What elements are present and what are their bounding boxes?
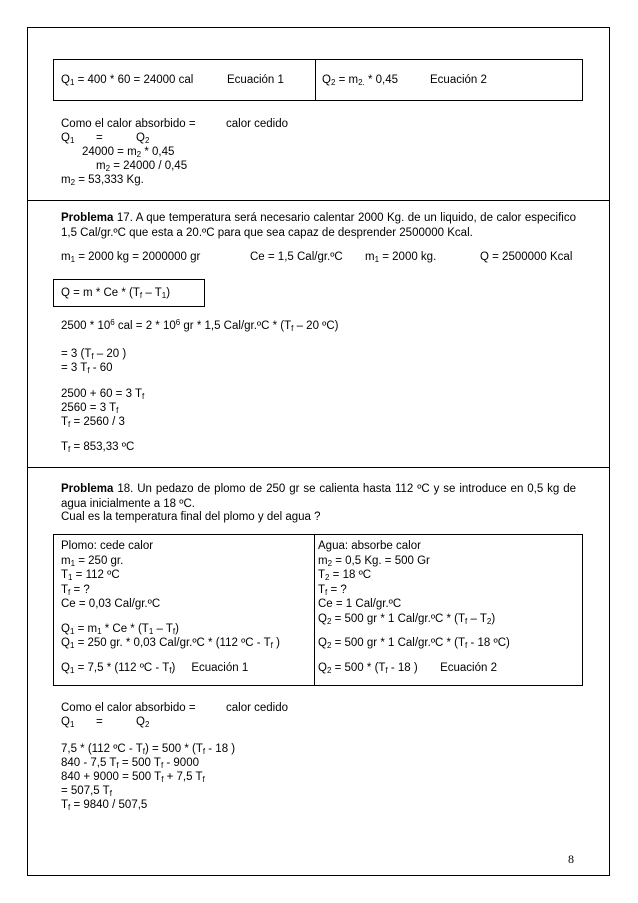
problem17-formula: $Q = m * Ce * (T_f - T_1)$ [61, 287, 171, 300]
divider-1 [27, 200, 610, 201]
problem17-line5: 2560 = 3 $T_f$ [61, 402, 119, 415]
problem17-q: Q = 2500000 Kcal [480, 251, 573, 263]
left-l8: $Q_1 = 7,5 * (112$ ºC - $T_f$) Ecuación 1 [61, 661, 249, 675]
solve-line4: 840 - 7,5 $T_f = 500$ $T_f - 9000$ [61, 757, 199, 770]
left-l3: $T_1 = 112$ ºC [61, 569, 120, 582]
solve-line6: = 507,5 $T_f$ [61, 785, 112, 798]
equation-1-text: $Q_1 = 400 * 60 = 24000$ cal [61, 74, 194, 87]
problem18-statement: Problema 18. Un pedazo de plomo de 250 gr se calienta hasta 112 ºC y se introduce en 0,5 kg de agua inicialmente a 18 ºC. [61, 483, 576, 510]
left-l5: Ce = 0,03 Cal/gr.ºC [61, 598, 161, 610]
right-l7: $Q_2 = 500$ gr * 1 Cal/gr.ºC * ($T_f - 18$ ºC) [318, 637, 510, 650]
block1-line3: $24000 = m_2 * 0,45$ [82, 146, 175, 159]
right-l3: $T_2 = 18$ ºC [318, 569, 372, 582]
problem17-statement: Problema 17. A que temperatura será necesario calentar 2000 Kg. de un liquido, de calor especifico 1,5 Cal/gr.ºC que esta a 20.ºC para que sea capaz de desprender 2500000 Kcal. [61, 212, 576, 239]
problem18-left-cell [61, 539, 280, 675]
solve-line3: 7,5 * (112 ºC - $T_f) = 500 * (T_f - 18$ ) [61, 743, 236, 756]
problem17-line6: $T_f = 2560 / 3$ [61, 416, 125, 429]
equation-2-label: Ecuación 2 [430, 74, 487, 86]
block1-line2-left: $Q_1$ [61, 132, 75, 145]
left-l1: Plomo: cede calor [61, 540, 154, 552]
ecuacion-1-label: Ecuación 1 [191, 661, 249, 674]
block1-line4: $m_2 = 24000 / 0,45$ [96, 160, 188, 173]
solve-line2-right: $Q_2$ [136, 716, 150, 729]
ecuacion-2-label: Ecuación 2 [440, 661, 497, 674]
left-l4: $T_f$ = ? [61, 583, 90, 597]
problem17-line7: $T_f = 853,33$ ºC [61, 441, 135, 454]
block1-line1a: Como el calor absorbido = [61, 118, 196, 130]
divider-2 [27, 467, 610, 468]
right-l5: Ce = 1 Cal/gr.ºC [318, 598, 402, 610]
block1-line2-eq: = [96, 132, 103, 144]
block1-line5: $m_2 = 53,333$ Kg. [61, 174, 144, 187]
right-l8: $Q_2 = 500 * (T_f - 18$ ) Ecuación 2 [318, 661, 497, 675]
equation-2-text: $Q_2 = m_{2.} * 0,45$ [322, 74, 399, 87]
block1-line1b: calor cedido [226, 118, 289, 130]
equation-1-label: Ecuación 1 [227, 74, 284, 86]
problem17-line2: = 3 ($T_f - 20$ ) [61, 348, 127, 361]
right-l6: $Q_2 = 500$ gr * 1 Cal/gr.ºC * $(T_f - T_2)$ [318, 612, 496, 626]
solve-line1a: Como el calor absorbido = [61, 702, 196, 714]
right-l1: Agua: absorbe calor [318, 540, 421, 552]
right-l2: $m_2 = 0,5$ Kg. = 500 Gr [318, 554, 430, 568]
problem17-line4: 2500 + 60 = 3 $T_f$ [61, 388, 145, 401]
block1-line2-right: $Q_2$ [136, 132, 150, 145]
left-l6: $Q_1 = m_1 * Ce * (T_1 - T_f)$ [61, 622, 179, 636]
solve-line2-eq: = [96, 716, 103, 728]
left-l7: $Q_1 = 250$ gr. * 0,03 Cal/gr.ºC * (112 ºC - $T_f$ ) [61, 637, 280, 650]
problem17-ce: Ce = 1,5 Cal/gr.ºC [250, 251, 343, 263]
right-l4: $T_f$ = ? [318, 583, 347, 597]
problem17-m1b: $m_1 = 2000$ kg. [365, 251, 437, 264]
problem17-line1: $2500 * 10^6$ cal = $2 * 10^6$ gr * 1,5 Cal/gr.ºC * ($T_f - 20$ ºC) [61, 318, 339, 333]
page-number: 8 [568, 852, 574, 866]
solve-line7: $T_f = 9840 / 507,5$ [61, 799, 148, 812]
solve-line1b: calor cedido [226, 702, 289, 714]
problem17-m1: $m_1 = 2000$ kg = 2000000 gr [61, 251, 201, 264]
solve-line2-left: $Q_1$ [61, 716, 75, 729]
problem18-question: Cual es la temperatura final del plomo y del agua ? [61, 511, 321, 523]
problem18-right-cell [318, 539, 510, 675]
problem17-line3: = 3 $T_f - 60$ [61, 362, 113, 375]
left-l2: $m_1 = 250$ gr. [61, 554, 124, 568]
solve-line5: 840 + 9000 = 500 $T_f + 7,5$ $T_f$ [61, 771, 205, 784]
